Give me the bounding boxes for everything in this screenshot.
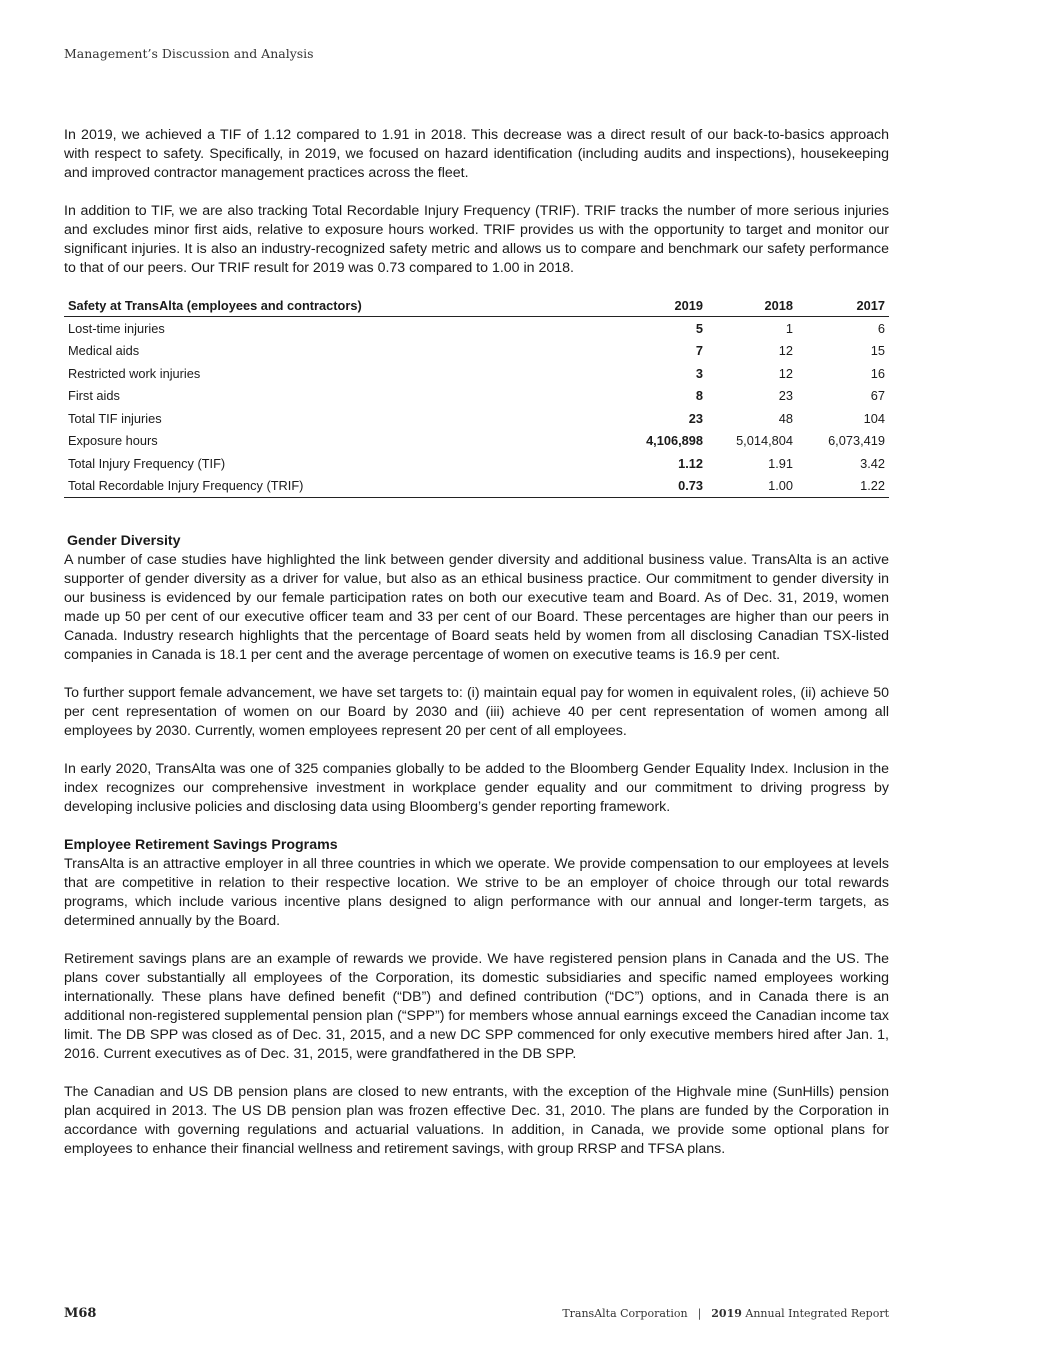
cell-2017: 67 [870, 388, 885, 404]
running-head: Management’s Discussion and Analysis [64, 46, 314, 61]
column-header: 2019 [609, 294, 707, 317]
cell-2019: 23 [688, 410, 703, 426]
cell-2017: 6 [877, 320, 885, 336]
paragraph-tif: In 2019, we achieved a TIF of 1.12 compared to 1.91 in 2018. This decrease was a direct result of our back-to-basics approach with respect to safety. Specifically, in 2019, we focused on hazard identification (including audits and inspections), housekeeping and improved contractor management practices across the fleet. [64, 127, 889, 181]
cell-2018: 1.00 [707, 475, 797, 498]
row-label: Total Injury Frequency (TIF) [68, 455, 226, 471]
cell-2017: 6,073,419 [828, 433, 885, 449]
cell-2018: 5,014,804 [736, 433, 793, 449]
row-label: Medical aids [68, 343, 140, 359]
table-row [64, 317, 889, 340]
cell-2019: 4,106,898 [646, 433, 703, 449]
table-row [64, 430, 889, 453]
paragraph-trif: In addition to TIF, we are also tracking Total Recordable Injury Frequency (TRIF). TRIF tracks the number of more serious injuries and excludes minor first aids, relative to exposure hours worked. TRIF provides us with the opportunity to target and monitor our significant injuries. It is also an industry-recognized safety metric and allows us to compare and benchmark our safety performance to that of our peers. Our TRIF result for 2019 was 0.73 compared to 1.00 in 2018. [64, 203, 889, 276]
table-row [64, 362, 889, 385]
cell-2019: 0.73 [609, 475, 707, 498]
table-row [64, 475, 889, 498]
cell-2019: 5 [695, 320, 703, 336]
paragraph-gender-3: In early 2020, TransAlta was one of 325 companies globally to be added to the Bloomberg Gender Equality Index. Inclusion in the index recognizes our comprehensive investment in workplace gender equality and our commitment to driving progress by developing inclusive policies and disclosing data using Bloomberg’s gender reporting framework. [64, 761, 889, 815]
row-label: Exposure hours [68, 433, 158, 449]
row-label: Total Recordable Injury Frequency (TRIF) [64, 475, 609, 498]
table-row [64, 407, 889, 430]
page-content [64, 126, 889, 1178]
footer-year: 2019 [711, 1307, 742, 1320]
section-heading-retirement: Employee Retirement Savings Programs [64, 837, 338, 853]
column-header: Safety at TransAlta (employees and contractors) [64, 294, 609, 317]
table-header-row [64, 294, 889, 317]
footer-separator: | [697, 1307, 702, 1320]
table-row [64, 340, 889, 363]
column-header: 2018 [707, 294, 797, 317]
cell-2019: 1.12 [678, 455, 703, 471]
section-heading-gender-diversity: Gender Diversity [67, 533, 181, 549]
cell-2017: 1.22 [797, 475, 889, 498]
cell-2017: 16 [870, 365, 885, 381]
cell-2018: 48 [778, 410, 793, 426]
cell-2017: 3.42 [860, 455, 885, 471]
paragraph-gender-2: To further support female advancement, we have set targets to: (i) maintain equal pay for women in equivalent roles, (ii) achieve 50 per cent representation of women on our Board by 2030 and (iii) achieve 40 per cent representation of women among all employees by 2030. Currently, women employees represent 20 per cent of all employees. [64, 685, 889, 739]
cell-2018: 1 [785, 320, 793, 336]
table-row [64, 452, 889, 475]
footer-report-name: Annual Integrated Report [745, 1307, 889, 1320]
paragraph-retirement-1: TransAlta is an attractive employer in all three countries in which we operate. We provide compensation to our employees at levels that are competitive in relation to their respective location. We strive to be an employer of choice through our total rewards programs, which include various incentive plans designed to align performance with our annual and longer-term targets, as determined annually by the Board. [64, 856, 889, 929]
cell-2018: 1.91 [768, 455, 793, 471]
row-label: Lost-time injuries [68, 320, 165, 336]
cell-2018: 12 [778, 365, 793, 381]
cell-2018: 12 [778, 343, 793, 359]
row-label: First aids [68, 388, 120, 404]
paragraph-retirement-3: The Canadian and US DB pension plans are closed to new entrants, with the exception of the Highvale mine (SunHills) pension plan acquired in 2013. The US DB pension plan was frozen effective Dec. 31, 2010. The plans are funded by the Corporation in accordance with governing regulations and actuarial valuations. In addition, in Canada, we provide some optional plans for employees to enhance their financial wellness and retirement savings, with group RRSP and TFSA plans. [64, 1084, 889, 1157]
column-header: 2017 [797, 294, 889, 317]
paragraph-gender-1: A number of case studies have highlighted the link between gender diversity and additional business value. TransAlta is an active supporter of gender diversity as a driver for value, but also as an ethical business practice. Our commitment to gender diversity in our business is evidenced by our female participation rates on both our executive team and Board. As of Dec. 31, 2019, women made up 50 per cent of our executive officer team and 33 per cent of our Board. These percentages are higher than our peers in Canada. Industry research highlights that the percentage of Board seats held by women from all disclosing Canadian TSX-listed companies in Canada is 18.1 per cent and the average percentage of women on executive teams is 16.9 per cent. [64, 552, 889, 663]
row-label: Total TIF injuries [68, 410, 162, 426]
footer-report-title [562, 1307, 889, 1320]
table-row [64, 385, 889, 408]
cell-2019: 8 [695, 388, 703, 404]
row-label: Restricted work injuries [68, 365, 201, 381]
cell-2017: 15 [870, 343, 885, 359]
cell-2018: 23 [778, 388, 793, 404]
safety-table [64, 294, 889, 498]
cell-2017: 104 [863, 410, 885, 426]
cell-2019: 3 [695, 365, 703, 381]
footer-company: TransAlta Corporation [562, 1307, 688, 1320]
paragraph-retirement-2: Retirement savings plans are an example of rewards we provide. We have registered pension plans in Canada and the US. The plans cover substantially all employees of the Corporation, its domestic subsidiaries and specific named employees working internationally. These plans have defined benefit (“DB”) and defined contribution (“DC”) options, and in Canada there is an additional non-registered supplemental pension plan (“SPP”) for members whose annual earnings exceed the Canadian income tax limit. The DB SPP was closed as of Dec. 31, 2015, and a new DC SPP commenced for only executive members hired after Jan. 1, 2016. Current executives as of Dec. 31, 2015, were grandfathered in the DB SPP. [64, 951, 889, 1062]
page-number: M68 [64, 1306, 97, 1321]
cell-2019: 7 [695, 343, 703, 359]
